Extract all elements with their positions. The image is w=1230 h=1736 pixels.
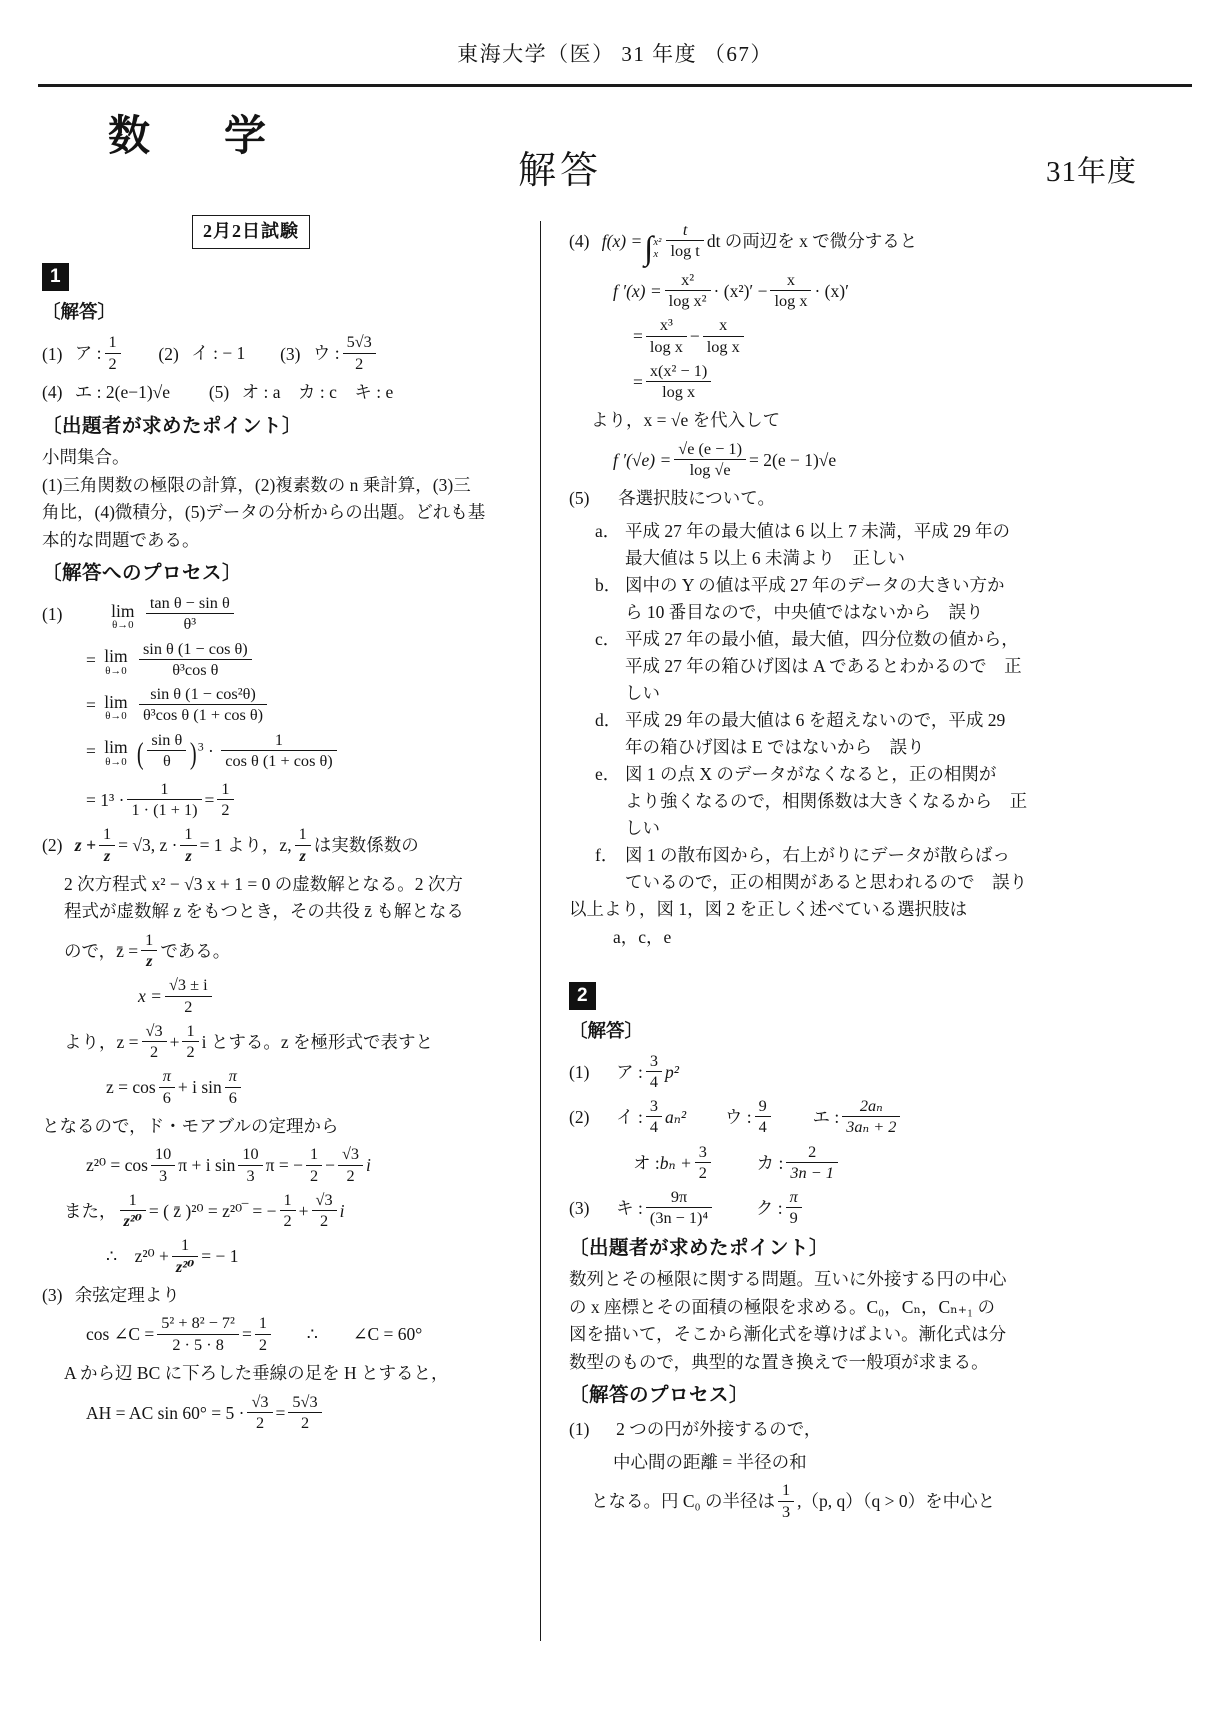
limit-fraction-3: $\frac{\text{sin θ (1 − cos²θ)}}{\text{θ³cos θ (1 + cos θ)}}$: [139, 685, 267, 724]
process-2-line-6: [64, 1022, 494, 1061]
sqrt3-half-a: $\frac{√3}{2}$: [338, 1145, 363, 1184]
chain-rule-mid: · (x²)′ −: [713, 281, 768, 302]
p2-answer-2-key-ka: カ :: [756, 1152, 784, 1173]
one-over-z20-b: $\frac{1}{\text{z²⁰}}$: [172, 1236, 198, 1275]
t-over-logt: $\frac{t}{\text{log t}}$: [666, 221, 703, 260]
one-over-z-3: $\frac{1}{z}$: [295, 825, 311, 864]
answer-row-1: [42, 333, 494, 372]
year-label: 31年度: [1045, 156, 1137, 188]
AH-equals: AH = AC sin 60° = 5 ·: [86, 1402, 245, 1423]
choice-b-line-1: 図中の Y の値は平成 27 年のデータの大きい方か: [625, 575, 1005, 596]
process-2-line-2: 2 次方程式 x² − √3 x + 1 = 0 の虚数解となる。2 次方: [64, 873, 463, 894]
problem-number-2: 2: [569, 982, 596, 1010]
answer-2-label: (2): [158, 343, 179, 364]
answer-4-label: (4): [42, 381, 63, 402]
differentiate-text: dt の両辺を x で微分すると: [706, 231, 918, 252]
sqrt3-half-b: $\frac{√3}{2}$: [312, 1191, 337, 1230]
answers-heading-2: 〔解答〕: [569, 1021, 644, 1042]
pi-equals-minus: π = −: [265, 1155, 303, 1176]
limit-result-fraction: $\frac{1}{1 \cdot (1 + 1)}$: [127, 780, 201, 819]
cosine-rule-fraction: $\frac{\text{5² + 8² − 7²}}{2 \cdot 5 \cdot 8}$: [157, 1314, 239, 1353]
choice-c-line-1: 平成 27 年の最小値，最大値，四分位数の値から，: [625, 629, 1019, 650]
p2-point-line-1: 数列とその極限に関する問題。互いに外接する円の中心: [569, 1269, 1007, 1290]
choice-item-d: [595, 707, 1039, 760]
answer-3-label: (3): [280, 343, 301, 364]
choice-item-e: [595, 761, 1039, 841]
column-divider: [540, 221, 541, 1641]
conclusion-line: 以上より，図 1，図 2 を正しく述べている選択肢は: [569, 899, 968, 920]
process-4-line-1: [569, 221, 1039, 265]
p2-process-text-3a: となる。円 C₀ の半径は: [591, 1491, 776, 1512]
p2-answer-2-key-o: オ :: [633, 1152, 660, 1173]
p2-answer-row-2: [569, 1097, 1039, 1136]
p2-a2-pre-4: bₙ +: [659, 1152, 692, 1173]
answers-heading-1: 〔解答〕: [42, 303, 117, 324]
process-5-label: (5): [569, 488, 590, 509]
therefore-z20: ∴ z²⁰ +: [106, 1246, 169, 1267]
p2-point-line-3: 図を描いて，そこから漸化式を導けばよい。漸化式は分: [569, 1324, 1007, 1345]
p2-a2-fraction-4: $\frac{3}{2}$: [695, 1143, 711, 1182]
one-over-cos-fraction: $\frac{1}{\text{cos θ (1 + cos θ)}}$: [221, 731, 336, 770]
p2-a2-fraction-1: $\frac{3}{4}$: [646, 1097, 662, 1136]
choice-b-line-2: ら 10 番目なので，中央値ではないから 誤り: [625, 601, 984, 622]
process-3-line-3: A から辺 BC に下ろした垂線の足を H とすると，: [64, 1362, 449, 1383]
factored-derivative: $\frac{\text{x(x² − 1)}}{\text{log x}}$: [646, 362, 711, 401]
equals-sqrt3: = √3, z ·: [118, 835, 178, 856]
sqrt3-over-2: $\frac{√3}{2}$: [142, 1022, 167, 1061]
exam-date-badge: 2月2日試験: [192, 215, 310, 249]
polar-form-text: i とする。z を極形式で表すと: [201, 1032, 433, 1053]
x2-over-logx2: $\frac{\text{x²}}{\text{log x²}}$: [665, 271, 711, 310]
one-over-z-4: $\frac{1}{z}$: [141, 931, 157, 970]
angle-C-result: ∴ ∠C = 60°: [306, 1324, 423, 1345]
process-1-line-3: = lim θ→0 $\frac{\text{sin θ (1 − cos²θ)}}{\text{θ³cos θ (1 + cos θ)}}$: [86, 685, 494, 724]
choice-c-line-3: しい: [625, 682, 660, 703]
process-3-line-2: cos ∠C = $\frac{\text{5² + 8² − 7²}}{2 \cdot 5 \cdot 8}$ = $\frac{1}{2}$ ∴ ∠C = 60°: [86, 1314, 423, 1354]
subject-title: 数 学: [108, 114, 283, 160]
isin: + i sin: [177, 1077, 222, 1098]
answer-3-key: ウ :: [312, 343, 340, 364]
AH-result-fraction: $\frac{5√3}{2}$: [288, 1393, 321, 1432]
z-plus: z +: [74, 835, 96, 856]
p2-answer-2-key-e: エ :: [812, 1107, 840, 1128]
process-2-line-10: [64, 1191, 494, 1230]
z20-cos: z²⁰ = cos: [86, 1155, 148, 1176]
p2-a2-tail-1: aₙ²: [665, 1107, 687, 1128]
process-2-label: (2): [42, 835, 63, 856]
point-heading-1: 〔出題者が求めたポイント〕: [42, 414, 303, 437]
limit-fraction-1: $\frac{\text{tan θ − sin θ}}{\text{θ³}}$: [146, 594, 234, 633]
answer-row-2: [42, 379, 494, 406]
choice-e-line-1: 図 1 の点 X のデータがなくなると，正の相関が: [625, 764, 997, 785]
point-line-4: 本的な問題である。: [42, 529, 200, 550]
p2-answer-2-label: (2): [569, 1107, 590, 1128]
choice-c-line-2: 平成 27 年の箱ひげ図は A であるとわかるので 正: [625, 656, 1022, 677]
process-5-line-1: [569, 485, 1039, 512]
point-line-2: (1)三角関数の極限の計算，(2)複素数の n 乗計算，(3)三: [42, 474, 471, 495]
limit-final-value: $\frac{1}{2}$: [217, 780, 233, 819]
limit-operator-3: lim θ→0: [104, 691, 128, 723]
left-column: [42, 215, 512, 1641]
minus-sign-2: −: [325, 1155, 335, 1176]
p2-radius-fraction: $\frac{1}{3}$: [778, 1481, 794, 1520]
running-head: 東海大学（医） 31 年度 （67）: [457, 42, 773, 66]
choice-key-e: e．: [595, 764, 621, 785]
limit-fraction-2: $\frac{\text{sin θ (1 − cos θ)}}{\text{θ³cos θ}}$: [139, 640, 252, 679]
pi-isin: π + i sin: [178, 1155, 236, 1176]
answer-1-fraction: $\frac{1}{2}$: [105, 333, 121, 372]
choice-key-d: d．: [595, 710, 622, 731]
choice-item-b: [595, 572, 1039, 625]
real-coeff-text: は実数係数の: [313, 835, 419, 856]
process-3-label: (3): [42, 1284, 63, 1305]
process-4-label: (4): [569, 231, 590, 252]
dearu: である。: [160, 941, 231, 962]
p2-a2-fraction-2: $\frac{9}{4}$: [755, 1097, 771, 1136]
point-heading-2: 〔出題者が求めたポイント〕: [569, 1236, 830, 1259]
z-cos: z = cos: [106, 1077, 156, 1098]
process-2-line-3: 程式が虚数解 z をもつとき，その共役 z̄ も解となる: [64, 901, 464, 922]
ten-over-3-a: $\frac{10}{3}$: [151, 1145, 175, 1184]
choice-f-line-1: 図 1 の散布図から，右上がりにデータが散らばっ: [625, 845, 1010, 866]
process-2-line-9: [86, 1145, 494, 1184]
x-over-logx-b: $\frac{x}{\text{log x}}$: [703, 316, 744, 355]
process-4-line-2: [613, 271, 1039, 310]
x-equals: x =: [138, 986, 162, 1007]
derivative-final-value: = 2(e − 1)√e: [749, 450, 837, 471]
process-2-line-4: [64, 931, 494, 970]
one-over-z-1: $\frac{1}{z}$: [99, 825, 115, 864]
answer-5-label: (5): [208, 381, 230, 402]
answer-5-value: オ : a カ : c キ : e: [241, 381, 394, 402]
answer-2-value: イ : − 1: [191, 343, 246, 364]
half-a: $\frac{1}{2}$: [306, 1145, 322, 1184]
process-1-label: (1): [42, 604, 63, 625]
process-2-line-7: [106, 1067, 494, 1106]
process-1-line-2: = lim θ→0 $\frac{\text{sin θ (1 − cos θ)}}{\text{θ³cos θ}}$: [86, 640, 494, 679]
x-over-logx-a: $\frac{x}{\text{log x}}$: [770, 271, 811, 310]
process-heading-1: 〔解答へのプロセス〕: [42, 561, 243, 584]
answer-3-fraction: $\frac{5√3}{2}$: [343, 333, 376, 372]
pi-over-6-a: $\frac{\pi}{6}$: [159, 1067, 175, 1106]
zbar-equals: ので，z̄ =: [64, 941, 139, 962]
limit-result-lead: = 1³ ·: [86, 789, 125, 810]
plus-sign-2: +: [298, 1201, 309, 1222]
answer-1-key: ア :: [74, 343, 102, 364]
process-3-line-4: [86, 1393, 494, 1432]
process-1-line-1: [42, 594, 494, 633]
cos-value-half: $\frac{1}{2}$: [255, 1314, 271, 1353]
choices-lead-text: 各選択肢について。: [618, 488, 775, 509]
p2-answer-row-3: [633, 1143, 1039, 1182]
choice-key-c: c．: [595, 629, 621, 650]
zbar-power: = ( z̄ )²⁰ = z²⁰‾ = −: [148, 1201, 277, 1222]
process-4-line-5: より，x = √e を代入して: [591, 410, 781, 431]
choice-a-line-2: 最大値は 5 以上 6 未満より 正しい: [625, 547, 905, 568]
p2-process-text-3b: ,（p, q）（q > 0）を中心と: [797, 1491, 996, 1512]
problem-number-1: 1: [42, 263, 69, 291]
f-prime-sqrt-e: f ′(√e) =: [613, 450, 672, 471]
p2-process-line-3: [591, 1481, 1039, 1520]
process-heading-2: 〔解答のプロセス〕: [569, 1383, 750, 1406]
cos-C-equals: cos ∠C =: [86, 1324, 155, 1345]
body-columns: [42, 215, 1188, 1641]
sin-over-theta-fraction: $\frac{\text{sin θ}}{\theta}$: [147, 731, 186, 770]
process-2-line-8: となるので，ド・モアブルの定理から: [42, 1115, 339, 1136]
p2-answer-3-label: (3): [569, 1198, 590, 1219]
choice-e-line-2: より強くなるので，相関係数は大きくなるから 正: [625, 791, 1028, 811]
p2-answer-3-key-ki: キ :: [616, 1198, 643, 1219]
cosine-rule-text: 余弦定理より: [74, 1284, 180, 1305]
choice-d-line-1: 平成 29 年の最大値は 6 を超えないので，平成 29: [625, 710, 1006, 731]
power-3: 3: [197, 738, 204, 753]
conclusion-answer: a，c，e: [613, 926, 672, 947]
point-line-3: 角比，(4)微積分，(5)データの分析からの出題。どれも基: [42, 502, 486, 523]
p2-process-text-1: 2 つの円が外接するので，: [616, 1419, 822, 1440]
equals-one-yori: = 1 より，z,: [199, 835, 292, 856]
one-over-z20-a: $\frac{1}{\text{z²⁰}}$: [120, 1191, 146, 1230]
quadratic-roots-fraction: $\frac{√3 \pm i}{2}$: [165, 976, 212, 1015]
plus-sign: +: [169, 1032, 180, 1053]
p2-answer-1-label: (1): [569, 1061, 590, 1082]
choice-key-b: b．: [595, 575, 622, 596]
ten-over-3-b: $\frac{10}{3}$: [238, 1145, 262, 1184]
p2-answer-2-key-i: イ :: [616, 1107, 643, 1128]
f-prime-x: f ′(x) =: [613, 281, 662, 302]
right-column: [569, 215, 1039, 1641]
p2-answer-row-1: [569, 1052, 1039, 1091]
process-1-line-4: = lim θ→0 ( $\frac{\text{sin θ}}{\theta}$ )$^3$ · $\frac{1}{\text{cos θ (1 + cos θ)}}$: [86, 731, 494, 774]
point-line-1: 小問集合。: [42, 447, 130, 468]
equals-minus-one: = − 1: [201, 1246, 239, 1267]
mata: また，: [64, 1201, 117, 1222]
answers-title: 解答: [518, 150, 603, 192]
imag-i-2: i: [339, 1201, 345, 1222]
choice-item-f: [595, 842, 1039, 895]
limit-operator-4: lim θ→0: [104, 737, 128, 768]
pi-over-6-b: $\frac{\pi}{6}$: [225, 1067, 241, 1106]
choice-key-a: a．: [595, 521, 621, 542]
process-2-line-1: [42, 825, 494, 864]
answer-4-value: エ : 2(e−1)√e: [74, 381, 171, 402]
process-2-line-5: [138, 976, 494, 1015]
choice-d-line-2: 年の箱ひげ図は E ではないから 誤り: [625, 736, 925, 757]
process-4-line-6: [613, 440, 1039, 479]
one-over-2: $\frac{1}{2}$: [182, 1022, 198, 1061]
limit-operator: lim θ→0: [111, 600, 135, 632]
p2-a2-fraction-5: $\frac{2}{3n - 1}$: [786, 1143, 838, 1182]
p2-a1-fraction: $\frac{3}{4}$: [646, 1052, 662, 1091]
p2-process-line-1: [569, 1416, 1039, 1443]
yori-z-equals: より，z =: [64, 1032, 139, 1053]
p2-a1-tail: p²: [665, 1061, 680, 1082]
p2-point-line-4: 数型のもので，典型的な置き換えで一般項が求まる。: [569, 1351, 989, 1372]
p2-answer-2-key-u: ウ :: [724, 1107, 752, 1128]
p2-a2-fraction-3: $\frac{\text{2aₙ}}{\text{3aₙ + 2}}$: [842, 1097, 900, 1136]
title-band: [38, 87, 1192, 207]
half-b: $\frac{1}{2}$: [280, 1191, 296, 1230]
process-2-line-11: [106, 1236, 494, 1275]
p2-a3-fraction-1: $\frac{9\pi}{\text{(3n − 1)⁴}}$: [646, 1188, 712, 1227]
one-over-z-2: $\frac{1}{z}$: [180, 825, 196, 864]
equals-sign-AH: =: [275, 1402, 286, 1423]
choice-a-line-1: 平成 27 年の最大値は 6 以上 7 未満，平成 29 年の: [625, 521, 1010, 542]
process-4-line-4: = $\frac{\text{x(x² − 1)}}{\text{log x}}$: [633, 362, 1039, 401]
p2-point-line-2: の x 座標とその面積の極限を求める。C₀，Cₙ，Cₙ₊₁ の: [569, 1296, 995, 1317]
p2-process-1-label: (1): [569, 1419, 590, 1440]
p2-a3-fraction-2: $\frac{\pi}{9}$: [786, 1188, 802, 1227]
process-1-line-5: = 1³ · $\frac{1}{1 \cdot (1 + 1)}$ = $\frac{1}{2}$: [86, 780, 494, 819]
limit-operator-2: lim θ→0: [104, 646, 128, 677]
x3-over-logx: $\frac{\text{x³}}{\text{log x}}$: [646, 316, 687, 355]
p2-answer-3-key-ku: ク :: [755, 1198, 783, 1219]
choice-list: [569, 518, 1039, 895]
f-of-x: f(x) =: [601, 231, 643, 252]
choice-f-line-2: ているので，正の相関があると思われるので 誤り: [625, 871, 1028, 892]
process-3-line-1: [42, 1282, 494, 1309]
process-4-line-3: = $\frac{\text{x³}}{\text{log x}}$ − $\frac{x}{\text{log x}}$: [633, 316, 1039, 355]
choice-key-f: f．: [595, 845, 619, 866]
p2-process-line-2: 中心間の距離 = 半径の和: [613, 1451, 807, 1472]
chain-rule-tail: · (x)′: [814, 281, 849, 302]
integral-symbol: ∫ x² x: [644, 229, 662, 267]
sqrt-e-fraction: $\frac{√e (e - 1)}{\log √e}$: [674, 440, 746, 479]
choice-item-a: [595, 518, 1039, 571]
sqrt3-over-2-b: $\frac{√3}{2}$: [247, 1393, 272, 1432]
p2-answer-row-4: [569, 1188, 1039, 1227]
answer-1-label: (1): [42, 343, 63, 364]
choice-e-line-3: しい: [625, 817, 660, 838]
minus-sign-3: −: [689, 326, 700, 347]
p2-answer-1-key: ア :: [616, 1061, 643, 1082]
imag-i-1: i: [366, 1155, 371, 1176]
choice-item-c: [595, 626, 1039, 706]
